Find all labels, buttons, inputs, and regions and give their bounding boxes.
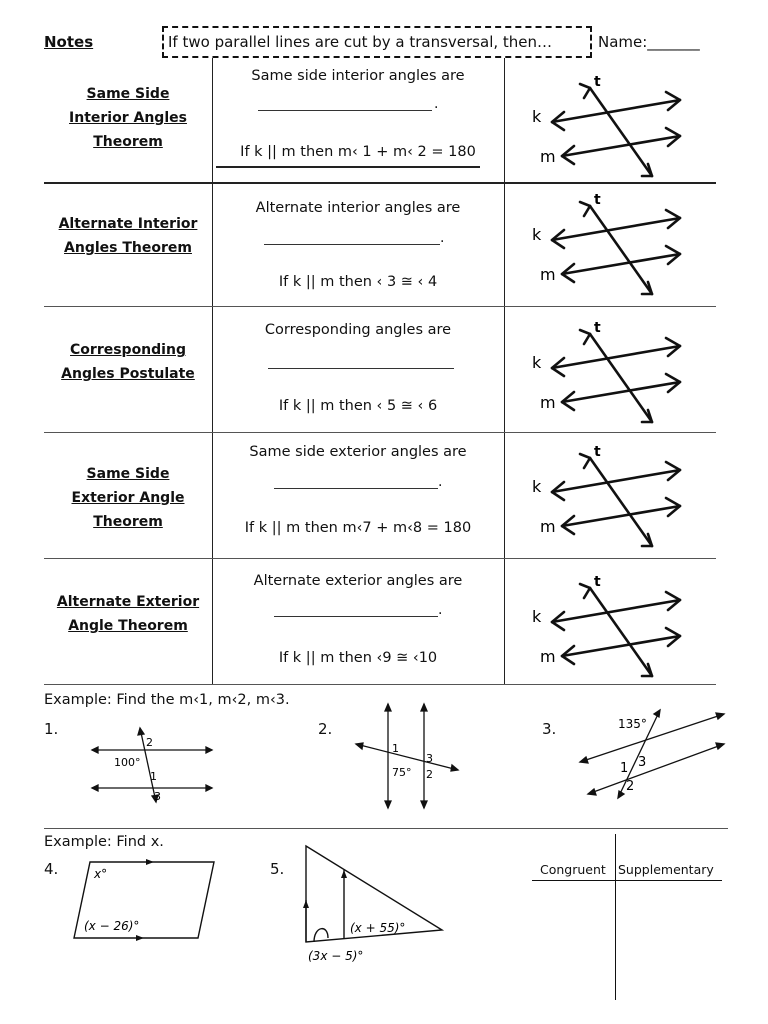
theorem-condition: If k || m then ‹9 ≅ ‹10 (278, 650, 438, 666)
parallel-lines-diagram (530, 442, 690, 552)
svg-text:135°: 135° (618, 717, 647, 731)
svg-text:(x + 55)°: (x + 55)° (350, 921, 406, 935)
line-k-label: k (532, 225, 542, 244)
svg-text:1: 1 (392, 742, 399, 755)
theorem-statement: Alternate interior angles are (255, 200, 461, 216)
line-t-label: t (594, 192, 601, 208)
answer-blank[interactable] (268, 368, 454, 369)
theorem-name: Alternate Interior Angles Theorem (58, 216, 198, 256)
svg-text:x°: x° (94, 867, 108, 881)
blank-period: . (438, 474, 443, 490)
theorem-name: Corresponding Angles Postulate (61, 342, 195, 382)
blank-period: . (434, 96, 439, 112)
problem-number: 4. (44, 860, 59, 878)
parallel-lines-diagram (530, 72, 690, 182)
blank-period: . (438, 602, 443, 618)
row-separator (44, 182, 716, 184)
line-k-label: k (532, 353, 542, 372)
theorem-statement: Same side exterior angles are (249, 444, 467, 460)
svg-text:(x − 26)°: (x − 26)° (84, 919, 140, 933)
line-m-label: m (540, 647, 556, 666)
theorem-statement: Corresponding angles are (264, 322, 452, 338)
blank-period: . (440, 230, 445, 246)
answer-blank[interactable] (274, 616, 438, 617)
theorem-statement: Alternate exterior angles are (253, 573, 463, 589)
problem-5-figure (296, 842, 456, 968)
row-separator (44, 558, 716, 559)
example-1-heading: Example: Find the m‹1, m‹2, m‹3. (44, 692, 290, 708)
line-k-label: k (532, 607, 542, 626)
condition-underline (216, 166, 480, 168)
svg-text:1: 1 (620, 761, 629, 776)
line-k-label: k (532, 107, 542, 126)
table-divider-right (504, 58, 505, 684)
tchart-horizontal (532, 880, 722, 881)
tchart-congruent-label: Congruent (540, 862, 606, 877)
line-m-label: m (540, 147, 556, 166)
svg-text:(3x − 5)°: (3x − 5)° (308, 949, 364, 963)
tchart-supplementary-label: Supplementary (618, 862, 714, 877)
theorem-statement: Same side interior angles are (251, 68, 465, 84)
line-t-label: t (594, 320, 601, 336)
line-m-label: m (540, 517, 556, 536)
svg-text:2: 2 (626, 779, 635, 794)
svg-text:3: 3 (426, 752, 433, 765)
answer-blank[interactable] (274, 488, 438, 489)
row-separator (44, 684, 716, 685)
svg-text:100°: 100° (114, 756, 141, 769)
svg-text:3: 3 (154, 790, 161, 803)
problem-1-figure (88, 724, 218, 804)
theorem-condition: If k || m then ‹ 5 ≅ ‹ 6 (278, 398, 438, 414)
svg-text:3: 3 (638, 755, 647, 770)
svg-text:75°: 75° (392, 766, 412, 779)
answer-blank[interactable] (264, 244, 440, 245)
problem-4-figure (70, 856, 220, 946)
theorem-condition: If k || m then m‹7 + m‹8 = 180 (244, 520, 472, 536)
line-t-label: t (594, 74, 601, 90)
parallel-lines-diagram (530, 318, 690, 428)
problem-number: 3. (542, 720, 557, 738)
prompt-box: If two parallel lines are cut by a transversal, then… (162, 26, 592, 58)
line-m-label: m (540, 393, 556, 412)
theorem-condition: If k || m then ‹ 3 ≅ ‹ 4 (278, 274, 438, 290)
notes-title: Notes (44, 33, 94, 51)
theorem-condition: If k || m then m‹ 1 + m‹ 2 = 180 (240, 144, 476, 160)
theorem-name: Same Side Exterior Angle Theorem (71, 466, 185, 530)
parallel-lines-diagram (530, 572, 690, 682)
row-separator (44, 432, 716, 433)
tchart-vertical (615, 834, 616, 1000)
problem-number: 2. (318, 720, 333, 738)
answer-blank[interactable] (258, 110, 432, 111)
line-t-label: t (594, 444, 601, 460)
problem-number: 1. (44, 720, 59, 738)
parallel-lines-diagram (530, 190, 690, 300)
svg-text:2: 2 (146, 736, 153, 749)
problem-3-figure (574, 706, 734, 802)
problem-2-figure (352, 700, 464, 812)
svg-text:1: 1 (150, 770, 157, 783)
line-t-label: t (594, 574, 601, 590)
theorem-name: Alternate Exterior Angle Theorem (56, 594, 200, 634)
problem-number: 5. (270, 860, 285, 878)
line-m-label: m (540, 265, 556, 284)
name-field[interactable]: Name:_______ (598, 33, 700, 51)
theorem-name: Same Side Interior Angles Theorem (69, 86, 187, 150)
svg-text:2: 2 (426, 768, 433, 781)
section-divider (44, 828, 728, 829)
example-2-heading: Example: Find x. (44, 834, 164, 850)
line-k-label: k (532, 477, 542, 496)
row-separator (44, 306, 716, 307)
